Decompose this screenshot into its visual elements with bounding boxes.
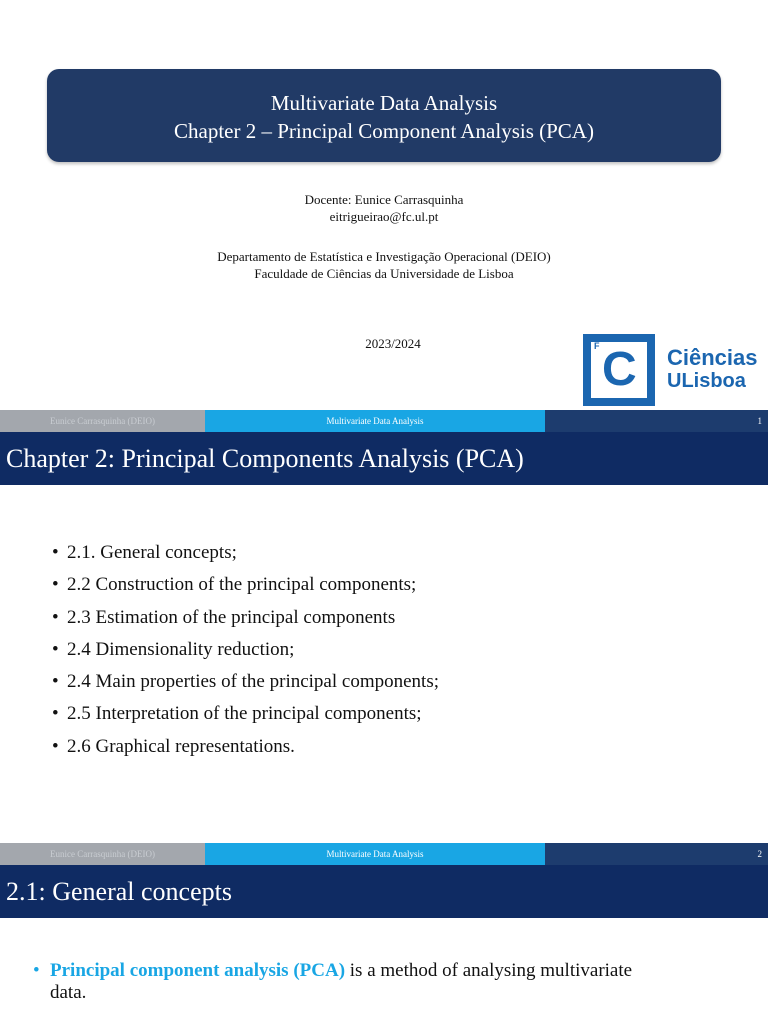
academic-year: 2023/2024 xyxy=(365,336,421,351)
slide-heading: Chapter 2: Principal Components Analysis (PCA) xyxy=(0,432,768,485)
slide-heading: 2.1: General concepts xyxy=(0,865,768,918)
list-item: • 2.3 Estimation of the principal components xyxy=(52,606,396,628)
slide-body: • Principal component analysis (PCA) is a method of analysing multivariate data. xyxy=(33,960,733,1004)
footer-course: Multivariate Data Analysis xyxy=(205,410,545,432)
footer-course: Multivariate Data Analysis xyxy=(205,843,545,865)
chapter-title: Chapter 2 – Principal Component Analysis (PCA) xyxy=(174,119,594,143)
slide-footer xyxy=(0,410,768,432)
title-box xyxy=(47,69,721,162)
contents-list xyxy=(52,537,752,763)
title-slide xyxy=(0,0,768,409)
list-item: • 2.4 Main properties of the principal components; xyxy=(52,671,439,693)
department: Departamento de Estatística e Investigação Operacional (DEIO) xyxy=(217,249,551,264)
faculty: Faculdade de Ciências da Universidade de Lisboa xyxy=(254,266,514,281)
logo-wordmark: Ciências ULisboa xyxy=(667,345,758,392)
list-item: • 2.1. General concepts; xyxy=(52,542,237,563)
email: eitrigueirao@fc.ul.pt xyxy=(329,209,439,224)
logo-mark-icon: F C xyxy=(583,334,655,406)
docente: Docente: Eunice Carrasquinha xyxy=(304,192,464,207)
footer-page-number: 1 xyxy=(545,410,768,432)
footer-page-number: 2 xyxy=(545,843,768,865)
footer-author: Eunice Carrasquinha (DEIO) xyxy=(0,410,205,432)
list-item: • 2.4 Dimensionality reduction; xyxy=(52,638,295,660)
footer-author: Eunice Carrasquinha (DEIO) xyxy=(0,843,205,865)
list-item: • 2.5 Interpretation of the principal components; xyxy=(52,703,422,725)
list-item: • Principal component analysis (PCA) is a method of analysing multivariate xyxy=(33,960,633,981)
list-item: • 2.2 Construction of the principal components; xyxy=(52,574,417,596)
highlight-term: Principal component analysis (PCA) xyxy=(50,960,346,981)
list-item: • 2.6 Graphical representations. xyxy=(52,735,295,757)
slide-footer xyxy=(0,843,768,865)
course-title: Multivariate Data Analysis xyxy=(270,91,498,115)
ciencias-ulisboa-logo xyxy=(583,334,763,406)
